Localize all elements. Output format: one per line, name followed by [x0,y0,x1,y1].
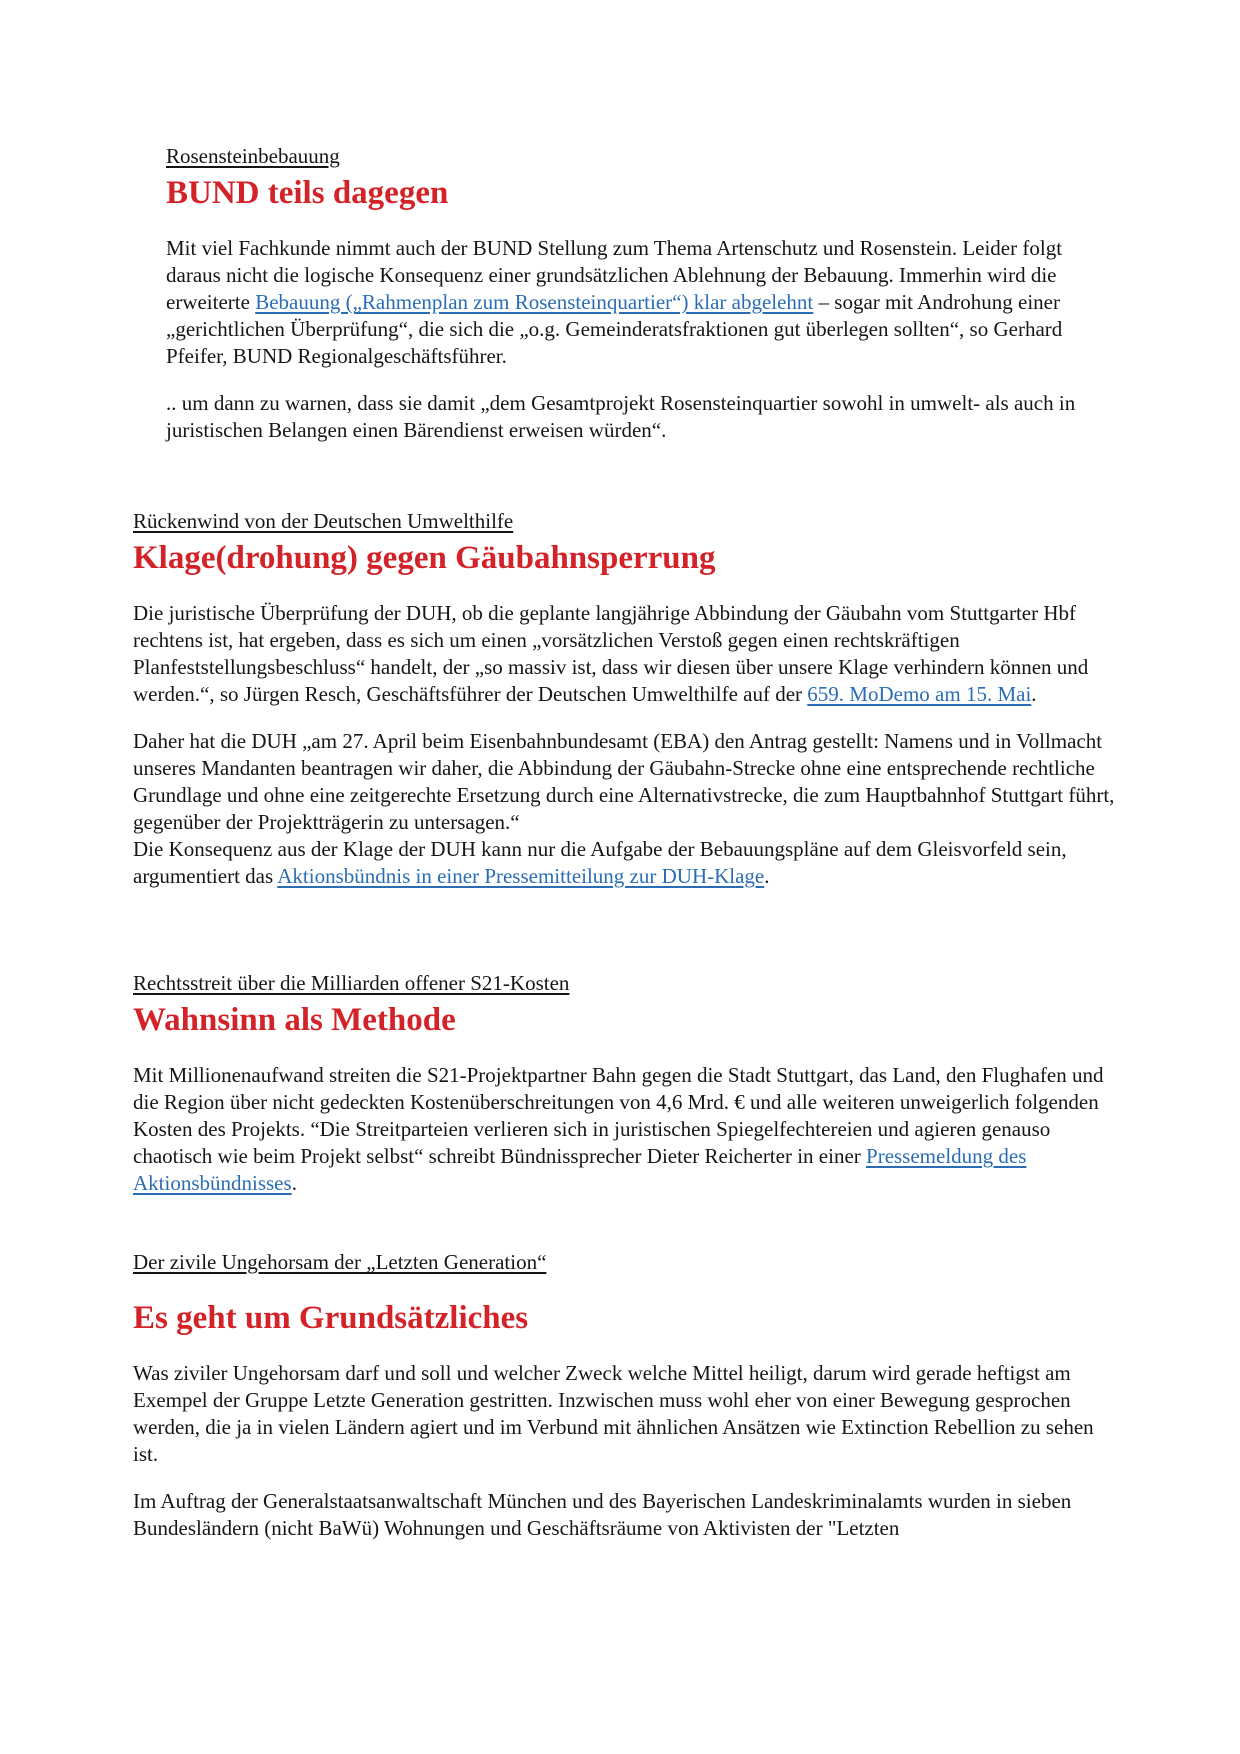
text-run: Mit viel Fachkunde nimmt auch der BUND Stellung zum Thema Artenschutz und Rosenstein. Leider folgt daraus nicht die logische Konsequenz einer grundsätzlichen Ablehnung der Bebauung. Immerhin wird die erweiterte [166,236,1063,314]
section-kicker: Rechtsstreit über die Milliarden offener S21-Kosten [133,971,570,995]
section-title: BUND teils dagegen [166,175,449,211]
text-run: . [291,1171,297,1195]
paragraph [166,235,1106,370]
paragraph [166,390,1106,444]
section-wahnsinn-als-methode [133,970,1118,1217]
text-run: .. um dann zu warnen, dass sie damit „dem Gesamtprojekt Rosensteinquartier sowohl in umwelt- als auch in juristischen Belangen einen Bärendienst erweisen würden“. [166,391,1076,442]
link-pressemeldung-aktionsbuendnis[interactable]: Pressemeldung des Aktionsbündnisses [133,1144,1027,1195]
link-modemo-659[interactable]: 659. MoDemo am 15. Mai [807,682,1032,706]
text-run: . [764,864,770,888]
section-title: Wahnsinn als Methode [133,1002,456,1038]
text-run: . [1031,682,1037,706]
paragraph [133,836,1118,890]
section-kicker: Der zivile Ungehorsam der „Letzten Generation“ [133,1250,547,1274]
section-kicker: Rückenwind von der Deutschen Umwelthilfe [133,509,514,533]
paragraph [133,1360,1118,1468]
section-title: Klage(drohung) gegen Gäubahnsperrung [133,540,716,576]
section-kicker: Rosensteinbebauung [166,144,340,168]
section-title: Es geht um Grundsätzliches [133,1300,529,1336]
text-run: Daher hat die DUH „am 27. April beim Eisenbahnbundesamt (EBA) den Antrag gestellt: Namens und in Vollmacht unseres Mandanten beantragen wir daher, die Abbindung der Gäubahn-Strecke ohne eine entsprechende rechtliche Grundlage und ohne eine zeitgerechte Ersetzung durch eine Alternativstrecke, die zum Hauptbahnhof Stuttgart führt, gegenüber der Projektträgerin zu untersagen.“ [133,729,1115,834]
paragraph [133,1488,1118,1542]
text-run: – sogar mit Androhung einer „gerichtlichen Überprüfung“, die sich die „o.g. Gemeinderatsfraktionen gut überlegen sollten“, so Gerhard Pfeifer, BUND Regionalgeschäftsführer. [166,290,1063,368]
text-run: Was ziviler Ungehorsam darf und soll und welcher Zweck welche Mittel heiligt, darum wird gerade heftigst am Exempel der Gruppe Letzte Generation gestritten. Inzwischen muss wohl eher von einer Bewegung gesprochen werden, die ja in vielen Ländern agiert und im Verbund mit ähnlichen Ansätzen wie Extinction Rebellion zu sehen ist. [133,1361,1094,1466]
text-run: Im Auftrag der Generalstaatsanwaltschaft München und des Bayerischen Landeskriminalamts wurden in sieben Bundesländern (nicht BaWü) Wohnungen und Geschäftsräume von Aktivisten der "Letzten [133,1489,1072,1540]
section-letzte-generation [133,1249,1118,1562]
paragraph [133,728,1118,836]
text-run: Die Konsequenz aus der Klage der DUH kann nur die Aufgabe der Bebauungspläne auf dem Gleisvorfeld sein, argumentiert das [133,837,1067,888]
paragraph [133,600,1118,708]
paragraph [133,1062,1118,1197]
link-rahmenplan-rosensteinquartier[interactable]: Bebauung („Rahmenplan zum Rosensteinquartier“) klar abgelehnt [255,290,814,314]
text-run: Mit Millionenaufwand streiten die S21-Projektpartner Bahn gegen die Stadt Stuttgart, das Land, den Flughafen und die Region über nicht gedeckten Kostenüberschreitungen von 4,6 Mrd. € und alle weiteren unweigerlich folgenden Kosten des Projekts. “Die Streitparteien verlieren sich in juristischen Spiegelfechtereien und agieren genauso chaotisch wie beim Projekt selbst“ schreibt Bündnissprecher Dieter Reicherter in einer [133,1063,1104,1168]
link-pressemitteilung-duh-klage[interactable]: Aktionsbündnis in einer Pressemitteilung zur DUH-Klage [277,864,765,888]
text-run: Die juristische Überprüfung der DUH, ob die geplante langjährige Abbindung der Gäubahn vom Stuttgarter Hbf rechtens ist, hat ergeben, dass es sich um einen „vorsätzlichen Verstoß gegen einen rechtskräftigen Planfeststellungsbeschluss“ handelt, der „so massiv ist, dass wir diesen über unsere Klage verhindern können und werden.“, so Jürgen Resch, Geschäftsführer der Deutschen Umwelthilfe auf der [133,601,1089,706]
section-gaeubahnsperrung [133,508,1118,910]
section-rosensteinbebauung [166,143,1106,464]
